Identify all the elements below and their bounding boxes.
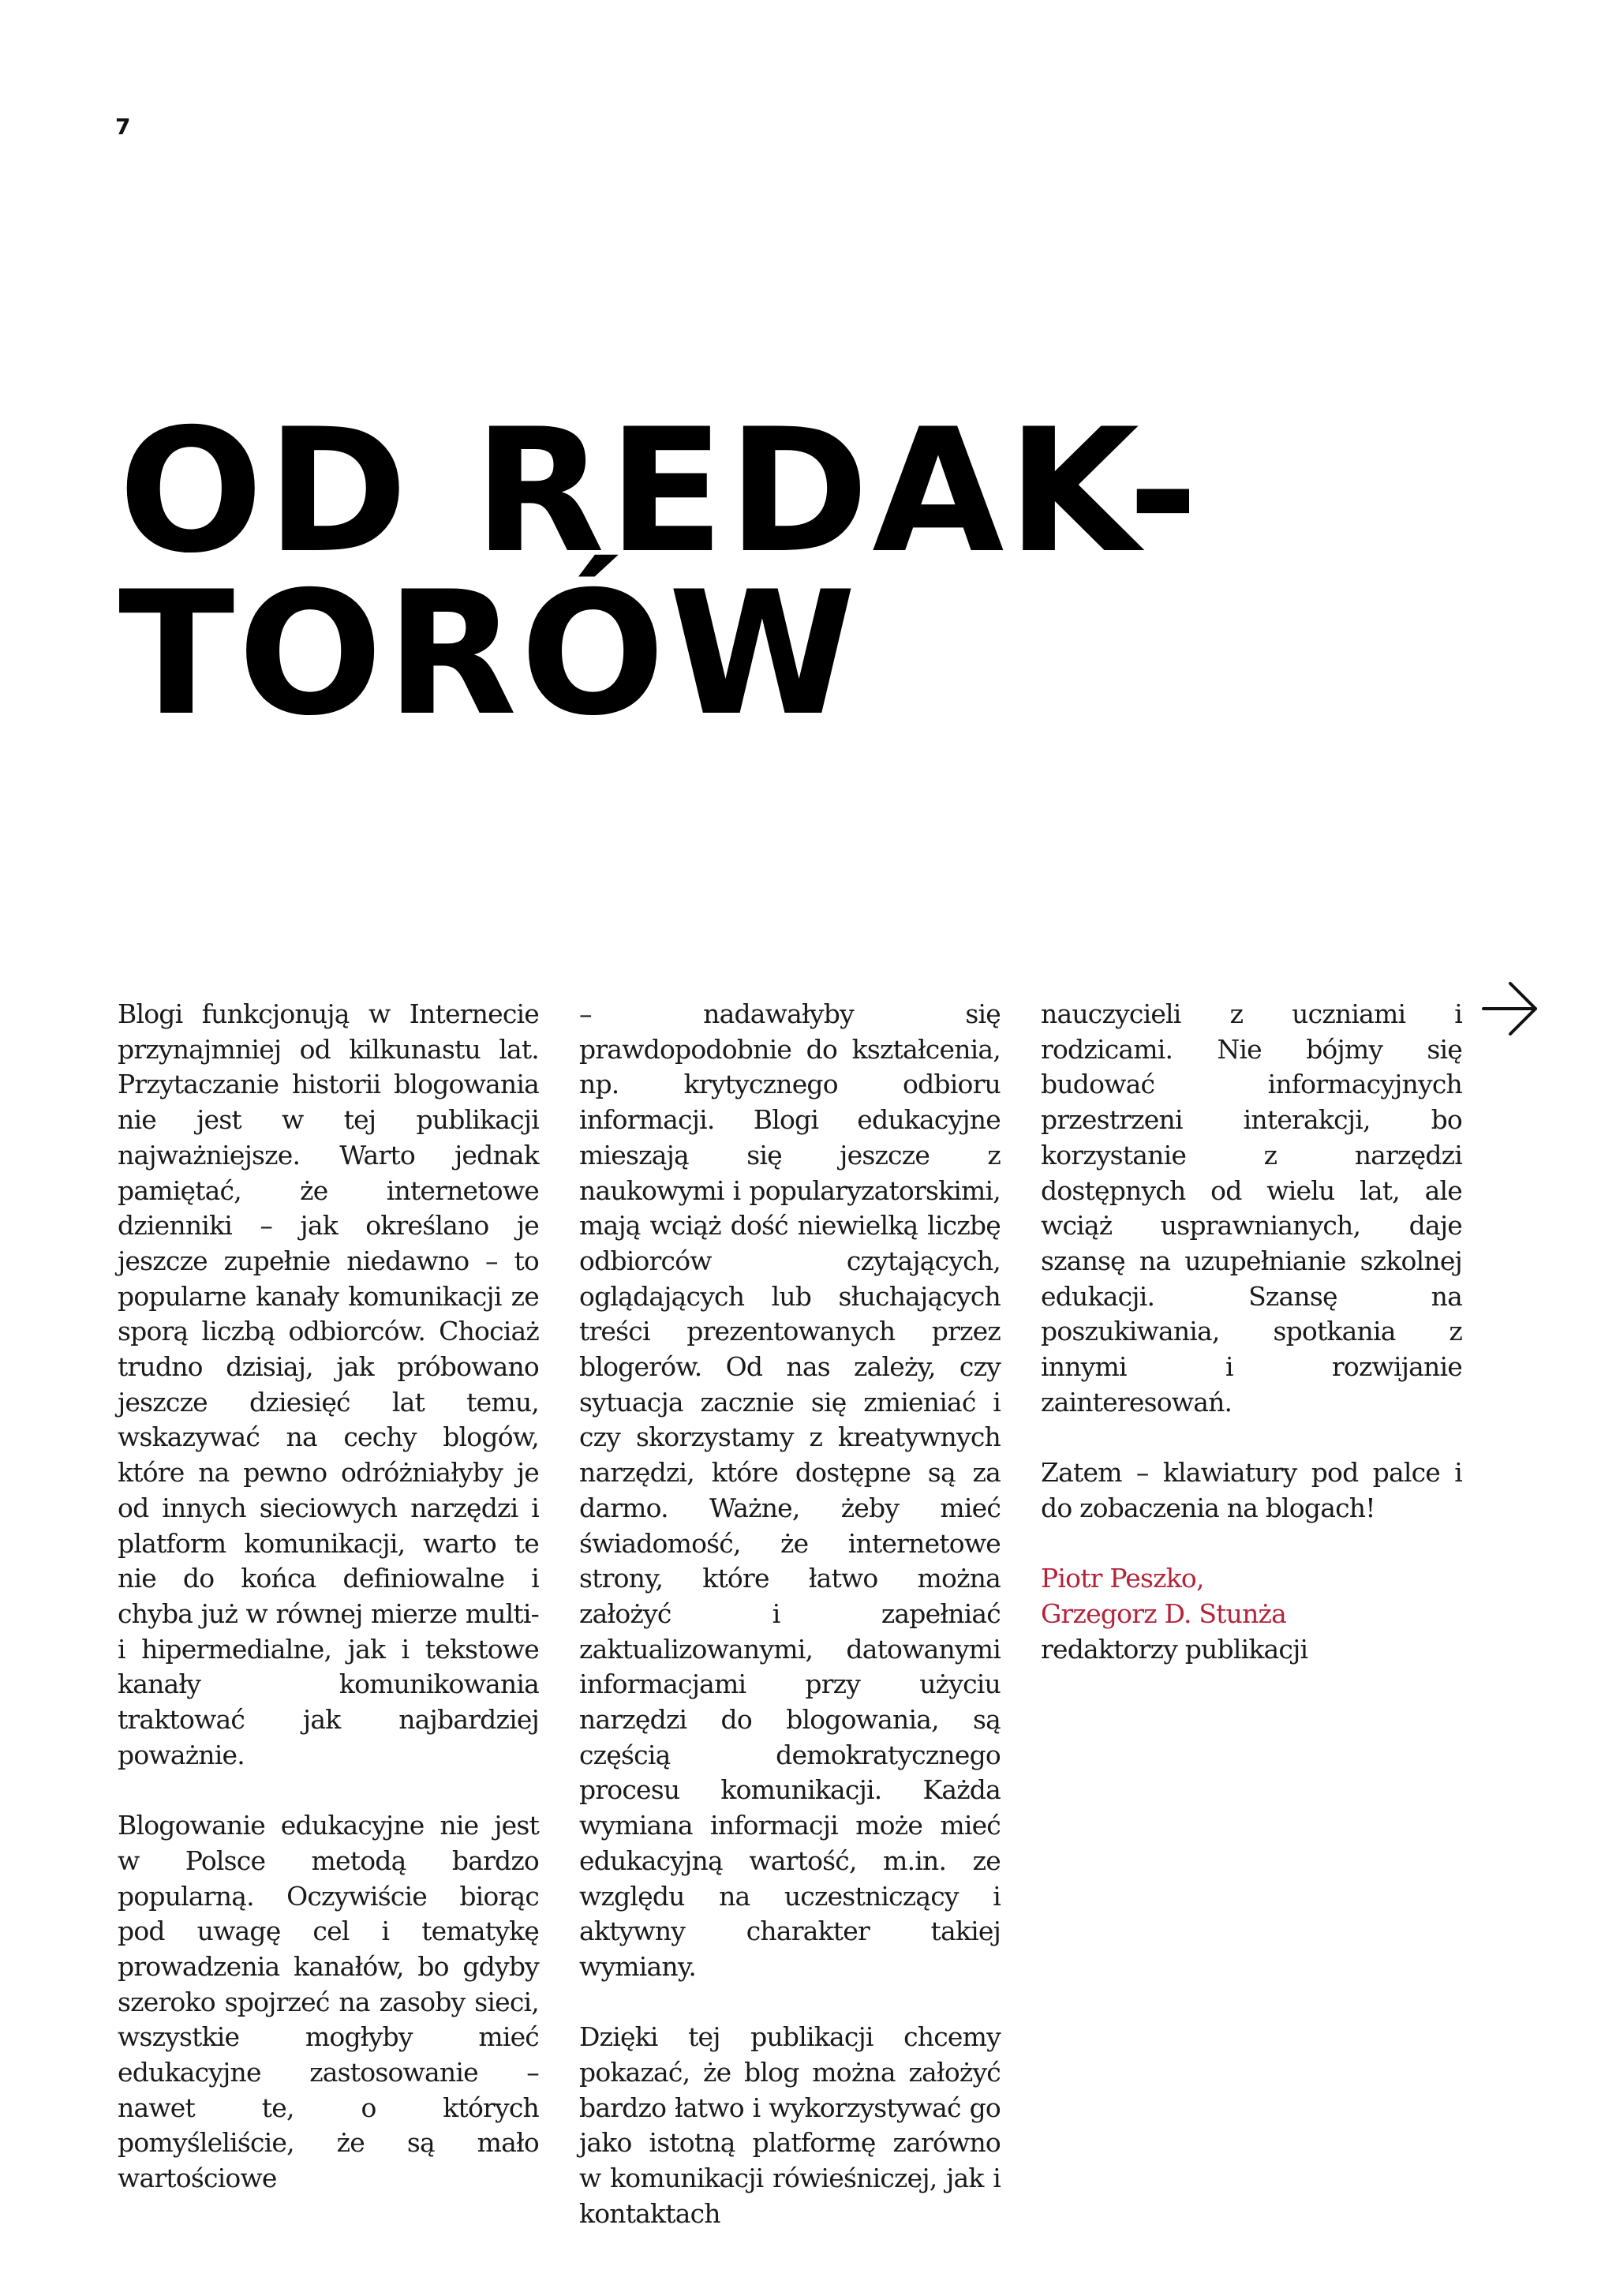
paragraph: Dzięki tej publikacji chcemy pokazać, że blog można założyć bardzo łatwo i wykorzystywać go jako istotną platformę zarówno w komunikacji rówieśniczej, jak i kontaktach bbox=[579, 2021, 1001, 2229]
text-column-2 bbox=[579, 997, 1001, 2232]
author-name-2: Grzegorz D. Stunża bbox=[1041, 1597, 1286, 1629]
paragraph: Blogi funkcjonują w Internecie przynajmniej od kilkunastu lat. Przytaczanie historii blogowania nie jest w tej publikacji najważniejsze. Warto jednak pamiętać, że internetowe dzienniki – jak określano je jeszcze zupełnie niedawno – to popularne kanały komunikacji ze sporą liczbą odbiorców. Chociaż trudno dzisiaj, jak próbowano jeszcze dziesięć lat temu, wskazywać na cechy blogów, które na pewno odróżniałyby je od innych sieciowych narzędzi i platform komunikacji, warto te nie do końca definiowalne i chyba już w równej mierze multi- i hipermedialne, jak i tekstowe kanały komunikowania traktować jak najbardziej poważnie. bbox=[118, 998, 539, 1770]
page-title bbox=[118, 392, 1302, 753]
author-role: redaktorzy publikacji bbox=[1041, 1633, 1308, 1665]
author-name-1: Piotr Peszko, bbox=[1041, 1563, 1204, 1594]
paragraph: Blogowanie edukacyjne nie jest w Polsce metodą bardzo popularną. Oczywiście biorąc pod uwagę cel i tematykę prowadzenia kanałów, bo gdyby szeroko spojrzeć na zasoby sieci, wszystkie mogłyby mieć edukacyjne zastosowanie – nawet te, o których pomyśleliście, że są mało wartościowe bbox=[118, 1810, 539, 2194]
paragraph: – nadawałyby się prawdopodobnie do kształcenia, np. krytycznego odbioru informacji. Blogi edukacyjne mieszają się jeszcze z naukowymi i popularyzatorskimi, mają wciąż dość niewielką liczbę odbiorców czytających, oglądających lub słuchających treści prezentowanych przez blogerów. Od nas zależy, czy sytuacja zacznie się zmieniać i czy skorzystamy z kreatywnych narzędzi, które dostępne są za darmo. Ważne, żeby mieć świadomość, że internetowe strony, które łatwo można założyć i zapełniać zaktualizowanymi, datowanymi informacjami przy użyciu narzędzi do blogowania, są częścią demokratycznego procesu komunikacji. Każda wymiana informacji może mieć edukacyjną wartość, m.in. ze względu na uczestniczący i aktywny charakter takiej wymiany. bbox=[579, 998, 1001, 1982]
title-line-2: TORÓW bbox=[118, 555, 860, 753]
paragraph: Zatem – klawiatury pod palce i do zobaczenia na blogach! bbox=[1041, 1457, 1462, 1523]
arrow-right-icon[interactable] bbox=[1480, 979, 1540, 1039]
text-column-1 bbox=[118, 997, 539, 2197]
signature bbox=[1041, 1561, 1462, 1667]
page-number: 7 bbox=[115, 114, 131, 140]
text-column-3 bbox=[1041, 997, 1462, 1667]
title-line-1: OD REDAK- bbox=[118, 392, 1202, 590]
paragraph: nauczycieli z uczniami i rodzicami. Nie bójmy się budować informacyjnych przestrzeni interakcji, bo korzystanie z narzędzi dostępnych od wielu lat, ale wciąż usprawnianych, daje szansę na uzupełnianie szkolnej edukacji. Szansę na poszukiwania, spotkania z innymi i rozwijanie zainteresowań. bbox=[1041, 998, 1462, 1418]
